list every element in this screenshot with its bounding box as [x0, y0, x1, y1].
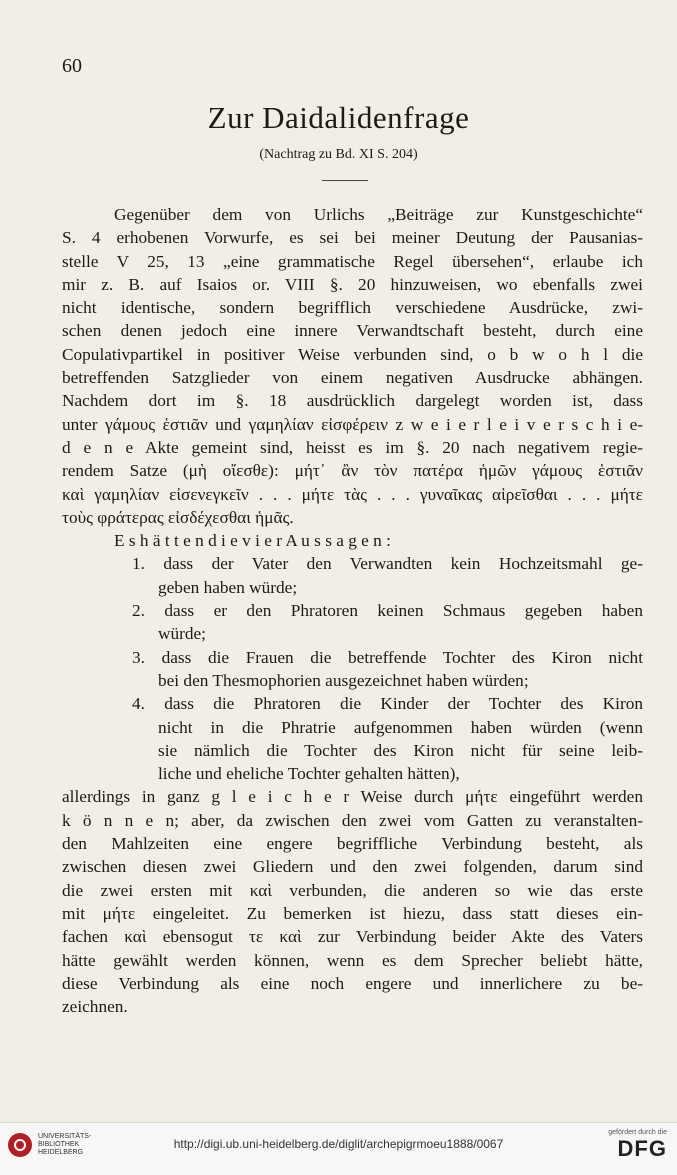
- text-line: allerdings in ganz g l e i c h e r Weise durch μήτε eingeführt werden: [62, 787, 643, 807]
- article-body: [62, 203, 643, 1018]
- text-line: hätte gewählt werden können, wenn es dem Sprecher beliebt hätte,: [62, 950, 643, 970]
- text-line: k ö n n e n; aber, da zwischen den zwei vom Gatten zu veranstalten-: [62, 810, 643, 830]
- statement-list: [62, 552, 643, 785]
- sponsor-caption: gefördert durch die: [608, 1129, 667, 1136]
- text-line: καὶ γαμηλίαν εἰσενεγκεῖν . . . μήτε τὰς . . . γυναῖκας αἱρεῖσθαι . . . μήτε: [62, 484, 643, 504]
- text-line: rendem Satze (μὴ οἴεσθε): μήτ᾽ ἂν τὸν πατέρα ἡμῶν γάμους ἑστιᾶν: [62, 461, 643, 481]
- text-line: S. 4 erhobenen Vorwurfe, es sei bei meiner Deutung der Pausanias-: [62, 228, 643, 248]
- paragraph-1: [62, 203, 643, 529]
- text-line: betreffenden Satzglieder von einem negativen Ausdrucke abhängen.: [62, 368, 643, 388]
- text-line: Nachdem dort im §. 18 ausdrücklich dargelegt worden ist, dass: [62, 391, 643, 411]
- sponsor-name: DFG: [617, 1136, 667, 1161]
- text-line: zwischen diesen zwei Gliedern und den zwei folgenden, darum sind: [62, 857, 643, 877]
- article-subtitle: (Nachtrag zu Bd. XI S. 204): [259, 147, 418, 162]
- text-line: fachen καὶ ebensogut τε καὶ zur Verbindung beider Akte des Vaters: [62, 927, 643, 947]
- list-item-continuation: würde;: [158, 624, 206, 644]
- permalink[interactable]: http://digi.ub.uni-heidelberg.de/diglit/archepigrmoeu1888/0067: [173, 1137, 504, 1151]
- paragraph-2: [62, 785, 643, 1018]
- text-line: mit μήτε eingeleitet. Zu bemerken ist hiezu, dass statt dieses ein-: [62, 903, 643, 923]
- text-line: zeichnen.: [62, 997, 128, 1017]
- text-line: d e n e Akte gemeint sind, heisst es im §. 20 nach negativem regie-: [62, 437, 643, 457]
- library-name: UNIVERSITÄTS- BIBLIOTHEK HEIDELBERG: [38, 1133, 92, 1156]
- text-line: nicht identische, sondern begrifflich verschiedene Ausdrücke, zwi-: [62, 298, 643, 318]
- text-line: stelle V 25, 13 „eine grammatische Regel übersehen“, erlaube ich: [62, 251, 643, 271]
- title-divider: [322, 180, 368, 181]
- list-item-continuation: geben haben würde;: [158, 577, 298, 597]
- article-title: Zur Daidalidenfrage: [207, 100, 470, 135]
- dfg-logo: [608, 1129, 667, 1162]
- text-line: den Mahlzeiten eine engere begriffliche Verbindung besteht, als: [62, 834, 643, 854]
- page-number: 60: [62, 55, 82, 77]
- list-item: 4. dass die Phratoren die Kinder der Tochter des Kiron: [132, 694, 643, 714]
- text-line: Copulativpartikel in positiver Weise verbunden sind, o b w o h l die: [62, 344, 643, 364]
- text-line: τοὺς φράτερας εἰσδέχεσθαι ἡμᾶς.: [62, 507, 294, 527]
- list-item-continuation: sie nämlich die Tochter des Kiron nicht für seine leib-: [158, 740, 643, 760]
- list-item: 3. dass die Frauen die betreffende Tochter des Kiron nicht: [132, 647, 643, 667]
- text-line: mir z. B. auf Isaios or. VIII §. 20 hinzuweisen, wo ebenfalls zwei: [62, 274, 643, 294]
- text-line: Gegenüber dem von Urlichs „Beiträge zur Kunstgeschichte“: [114, 205, 643, 224]
- list-item: 1. dass der Vater den Verwandten kein Hochzeitsmahl ge-: [132, 554, 643, 574]
- list-item: 2. dass er den Phratoren keinen Schmaus gegeben haben: [132, 601, 643, 621]
- list-item-continuation: nicht in die Phratrie aufgenommen haben würden (wenn: [158, 717, 643, 737]
- list-item-continuation: liche und eheliche Tochter gehalten hätten),: [158, 764, 460, 784]
- text-line: diese Verbindung als eine noch engere und innerlichere zu be-: [62, 973, 643, 993]
- list-item-continuation: bei den Thesmophorien ausgezeichnet haben würden;: [158, 670, 529, 690]
- digitization-footer: [0, 1122, 677, 1175]
- text-line: unter γάμους ἑστιᾶν und γαμηλίαν εἰσφέρειν z w e i e r l e i v e r s c h i e-: [62, 414, 643, 434]
- list-intro: E s h ä t t e n d i e v i e r A u s s a g e n :: [114, 531, 391, 551]
- text-line: die zwei ersten mit καὶ verbunden, die anderen so wie das erste: [62, 880, 643, 900]
- text-line: schen denen jedoch eine innere Verwandtschaft besteht, durch eine: [62, 321, 643, 341]
